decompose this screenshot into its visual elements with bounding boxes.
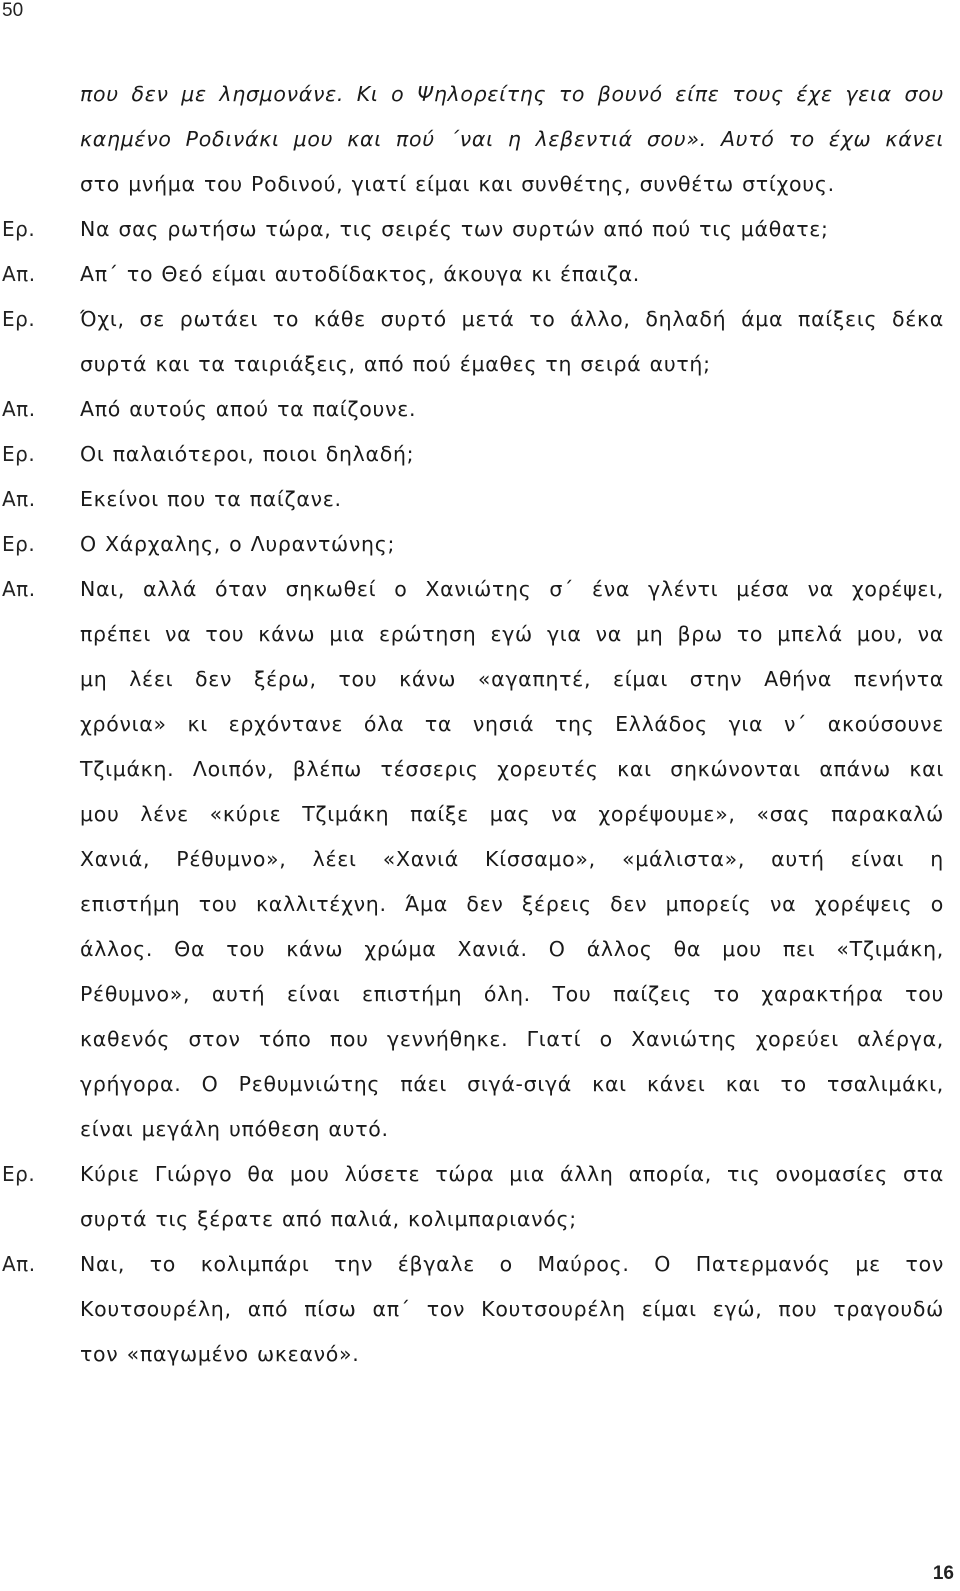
interview-entry [0, 252, 960, 297]
text-line: πρέπει να του κάνω μια ερώτηση εγώ για να μη βρω το μπελά μου, να [80, 622, 944, 646]
interview-entry [0, 1152, 960, 1242]
text-line: Χανιά, Ρέθυμνο», λέει «Χανιά Κίσσαμο», «μάλιστα», αυτή είναι η [80, 847, 944, 871]
text-line: συρτά τις ξέρατε από παλιά, κολιμπαριανός; [80, 1207, 577, 1231]
interview-entry [0, 207, 960, 252]
text-line: καημένο Ροδινάκι μου και πού ΄ναι η λεβεντιά σου». Αυτό το έχω κάνει [80, 127, 944, 151]
text-line: Ναι, το κολιμπάρι την έβγαλε ο Μαύρος. Ο Πατερμανός με τον [80, 1252, 944, 1276]
page-number-top: 50 [2, 0, 24, 21]
text-line: Ο Χάρχαλης, ο Λυραντώνης; [80, 532, 396, 556]
text-line: Από αυτούς απού τα παίζουνε. [80, 397, 417, 421]
text-line: επιστήμη του καλλιτέχνη. Άμα δεν ξέρεις δεν μπορείς να χορέψεις ο [80, 892, 944, 916]
interview-entry [0, 72, 960, 207]
text-line: Όχι, σε ρωτάει το κάθε συρτό μετά το άλλο, δηλαδή άμα παίξεις δέκα [80, 307, 944, 331]
speaker-label: Απ. [2, 397, 36, 421]
text-line: γρήγορα. Ο Ρεθυμνιώτης πάει σιγά-σιγά και κάνει και το τσαλιμάκι, [80, 1072, 944, 1096]
speaker-label: Απ. [2, 577, 36, 601]
speaker-label: Ερ. [2, 442, 36, 466]
text-line: Απ΄ το Θεό είμαι αυτοδίδακτος, άκουγα κι έπαιζα. [80, 262, 641, 286]
interview-text [0, 72, 960, 1377]
text-line: Κουτσουρέλη, από πίσω απ΄ τον Κουτσουρέλη είμαι εγώ, που τραγουδώ [80, 1297, 944, 1321]
text-line: μου λένε «κύριε Τζιμάκη παίξε μας να χορέψουμε», «σας παρακαλώ [80, 802, 944, 826]
interview-entry [0, 567, 960, 1152]
speaker-label: Απ. [2, 262, 36, 286]
text-line: Εκείνοι που τα παίζανε. [80, 487, 342, 511]
text-line: Ρέθυμνο», αυτή είναι επιστήμη όλη. Του παίζεις το χαρακτήρα του [80, 982, 944, 1006]
text-line: στο μνήμα του Ροδινού, γιατί είμαι και συνθέτης, συνθέτω στίχους. [80, 172, 835, 196]
interview-entry [0, 387, 960, 432]
text-line: μη λέει δεν ξέρω, του κάνω «αγαπητέ, είμαι στην Αθήνα πενήντα [80, 667, 944, 691]
text-line: καθενός στον τόπο που γεννήθηκε. Γιατί ο Χανιώτης χορεύει αλέργα, [80, 1027, 944, 1051]
text-line: που δεν με λησμονάνε. Κι ο Ψηλορείτης το βουνό είπε τους έχε γεια σου [80, 82, 944, 106]
interview-entry [0, 522, 960, 567]
text-line: Ναι, αλλά όταν σηκωθεί ο Χανιώτης σ΄ ένα γλέντι μέσα να χορέψει, [80, 577, 944, 601]
page-number-bottom: 16 [932, 1563, 954, 1584]
speaker-label: Ερ. [2, 307, 36, 331]
text-line: Τζιμάκη. Λοιπόν, βλέπω τέσσερις χορευτές και σηκώνονται απάνω και [80, 757, 944, 781]
speaker-label: Ερ. [2, 217, 36, 241]
text-line: άλλος. Θα του κάνω χρώμα Χανιά. Ο άλλος θα μου πει «Τζιμάκη, [80, 937, 944, 961]
interview-entry [0, 432, 960, 477]
speaker-label: Ερ. [2, 1162, 36, 1186]
text-line: Κύριε Γιώργο θα μου λύσετε τώρα μια άλλη απορία, τις ονομασίες στα [80, 1162, 944, 1186]
text-line: Οι παλαιότεροι, ποιοι δηλαδή; [80, 442, 415, 466]
text-line: είναι μεγάλη υπόθεση αυτό. [80, 1117, 389, 1141]
text-line: χρόνια» κι ερχόντανε όλα τα νησιά της Ελλάδος για ν΄ ακούσουνε [80, 712, 944, 736]
interview-entry [0, 297, 960, 387]
text-line: συρτά και τα ταιριάξεις, από πού έμαθες τη σειρά αυτή; [80, 352, 711, 376]
interview-entry [0, 1242, 960, 1377]
speaker-label: Απ. [2, 1252, 36, 1276]
text-line: Να σας ρωτήσω τώρα, τις σειρές των συρτών από πού τις μάθατε; [80, 217, 829, 241]
text-line: τον «παγωμένο ωκεανό». [80, 1342, 360, 1366]
speaker-label: Ερ. [2, 532, 36, 556]
interview-entry [0, 477, 960, 522]
speaker-label: Απ. [2, 487, 36, 511]
